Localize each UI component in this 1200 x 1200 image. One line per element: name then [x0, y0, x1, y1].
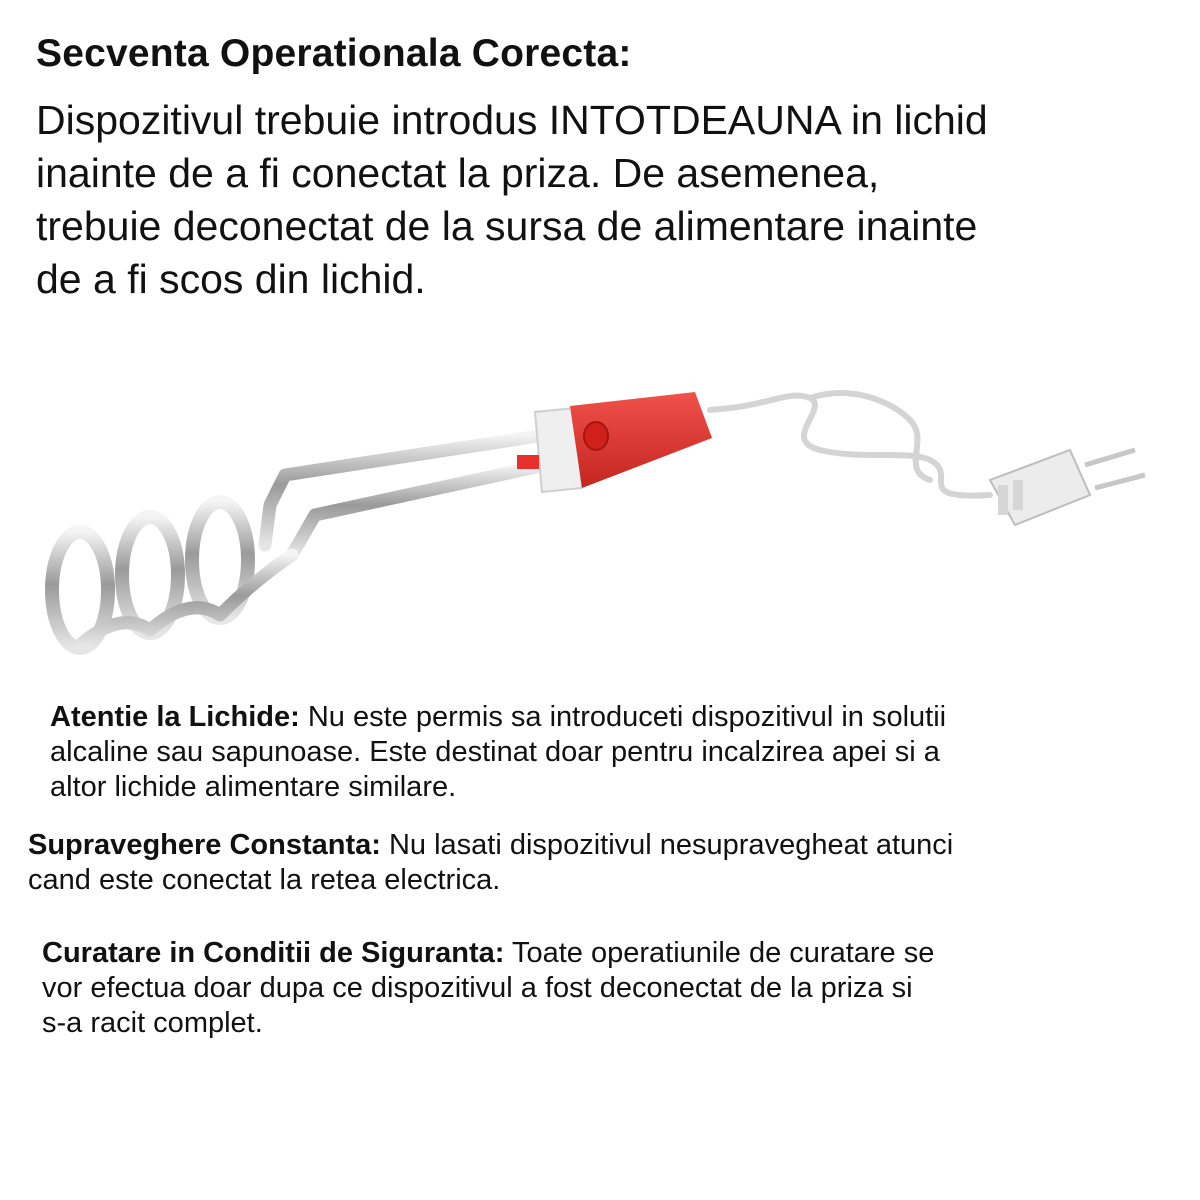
page-title: Secventa Operationala Corecta:	[36, 32, 632, 75]
note-title: Atentie la Lichide:	[50, 701, 300, 733]
heating-element	[52, 435, 545, 648]
intro-paragraph: Dispozitivul trebuie introdus INTOTDEAUNA in lichid inainte de a fi conectat la priza. De asemenea, trebuie deconectat de la sursa de alimentare inainte de a fi scos din lichid.	[36, 97, 988, 302]
note-text: Toate operatiunile de curatare se vor efectua doar dupa ce dispozitivul a fost deconectat de la priza si s-a racit complet.	[42, 937, 935, 1039]
power-cable	[710, 393, 990, 496]
note-title: Curatare in Conditii de Siguranta:	[42, 937, 505, 969]
immersion-heater-image	[30, 380, 1170, 680]
indicator-light-icon	[584, 422, 608, 450]
note-text: Nu lasati dispozitivul nesupravegheat atunci cand este conectat la retea electrica.	[28, 829, 954, 896]
note-title: Supraveghere Constanta:	[28, 829, 381, 861]
note-text: Nu este permis sa introduceti dispozitivul in solutii alcaline sau sapunoase. Este destinat doar pentru incalzirea apei si a altor lichide alimentare similare.	[50, 701, 947, 803]
note-liquids	[50, 700, 1180, 805]
handle-tab	[517, 455, 539, 469]
note-supervision	[28, 828, 1193, 898]
note-cleaning	[42, 936, 1182, 1041]
power-plug-icon	[990, 450, 1145, 525]
